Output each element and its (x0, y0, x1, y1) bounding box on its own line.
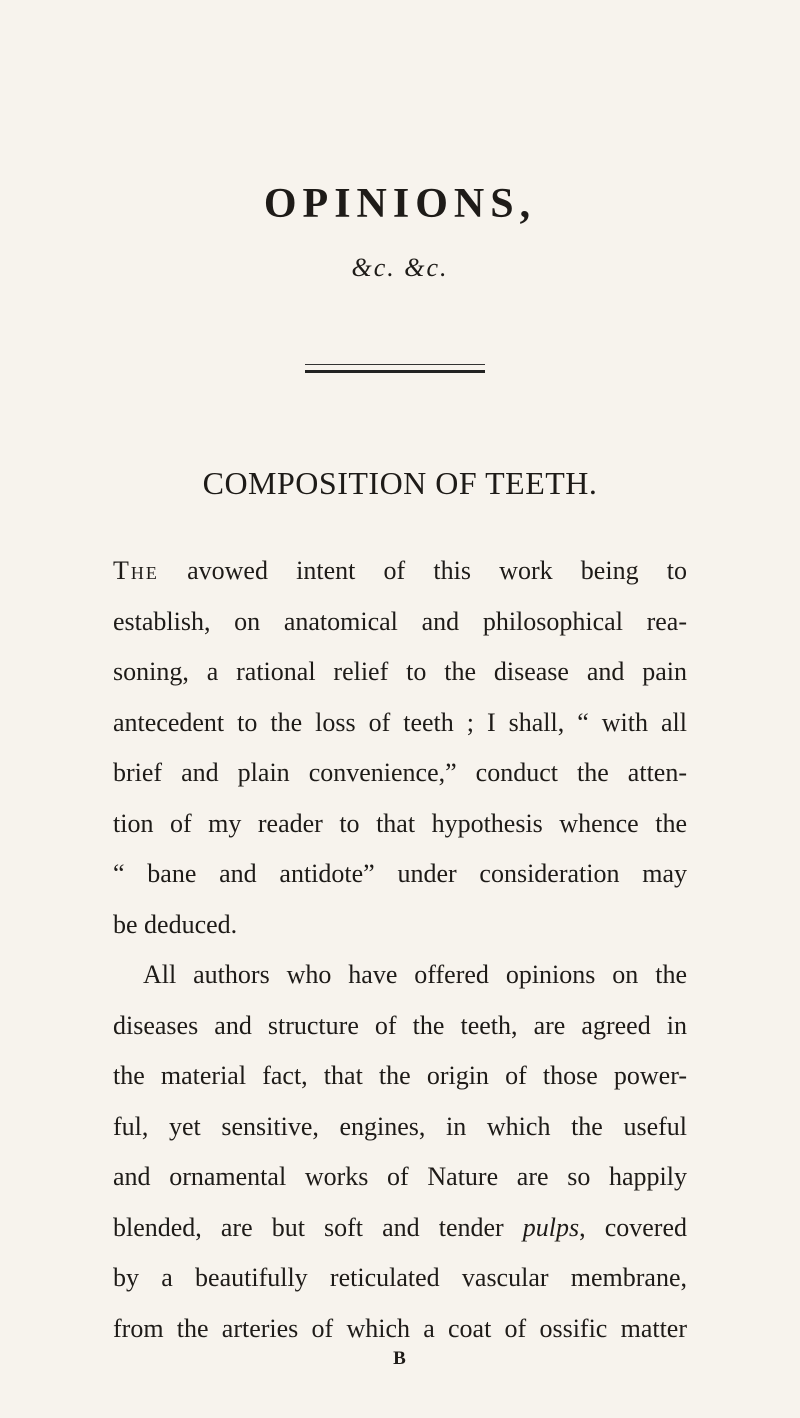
text-line: All authors who have offered opinions on the (143, 960, 687, 989)
text-line: be deduced. (113, 909, 238, 939)
text-line: brief and plain convenience,” conduct the atten- (113, 758, 687, 787)
text-line: tion of my reader to that hypothesis whence the (113, 808, 687, 838)
text-line: ful, yet sensitive, engines, in which the useful (113, 1111, 687, 1141)
text-line: diseases and structure of the teeth, are agreed in (113, 1010, 687, 1040)
text-line: blended, are but soft and tender pulps, covered (113, 1212, 687, 1242)
text-line: from the arteries of which a coat of ossific matter (113, 1313, 687, 1343)
text-line: “ bane and antidote” under consideration may (113, 859, 687, 888)
page-subtitle: &c. &c. (351, 253, 449, 282)
text-line: antecedent to the loss of teeth ; I shall, “ with all (113, 707, 687, 737)
divider-thin (305, 364, 485, 365)
text-line: by a beautifully reticulated vascular membrane, (113, 1263, 687, 1292)
signature-mark: B (393, 1348, 407, 1369)
text-line: the material fact, that the origin of those power- (113, 1061, 687, 1090)
emphasis-word: pulps (522, 1212, 580, 1242)
section-heading: COMPOSITION OF TEETH. (202, 465, 598, 501)
divider-thick (305, 370, 485, 373)
page-title: OPINIONS, (263, 181, 537, 227)
lead-word: The (113, 556, 159, 585)
text-line: soning, a rational relief to the disease and pain (113, 657, 687, 686)
body-text (113, 546, 687, 1354)
text-line: establish, on anatomical and philosophical rea- (113, 606, 687, 636)
text-line: The avowed intent of this work being to (113, 556, 687, 585)
text-line: and ornamental works of Nature are so happily (113, 1162, 687, 1191)
